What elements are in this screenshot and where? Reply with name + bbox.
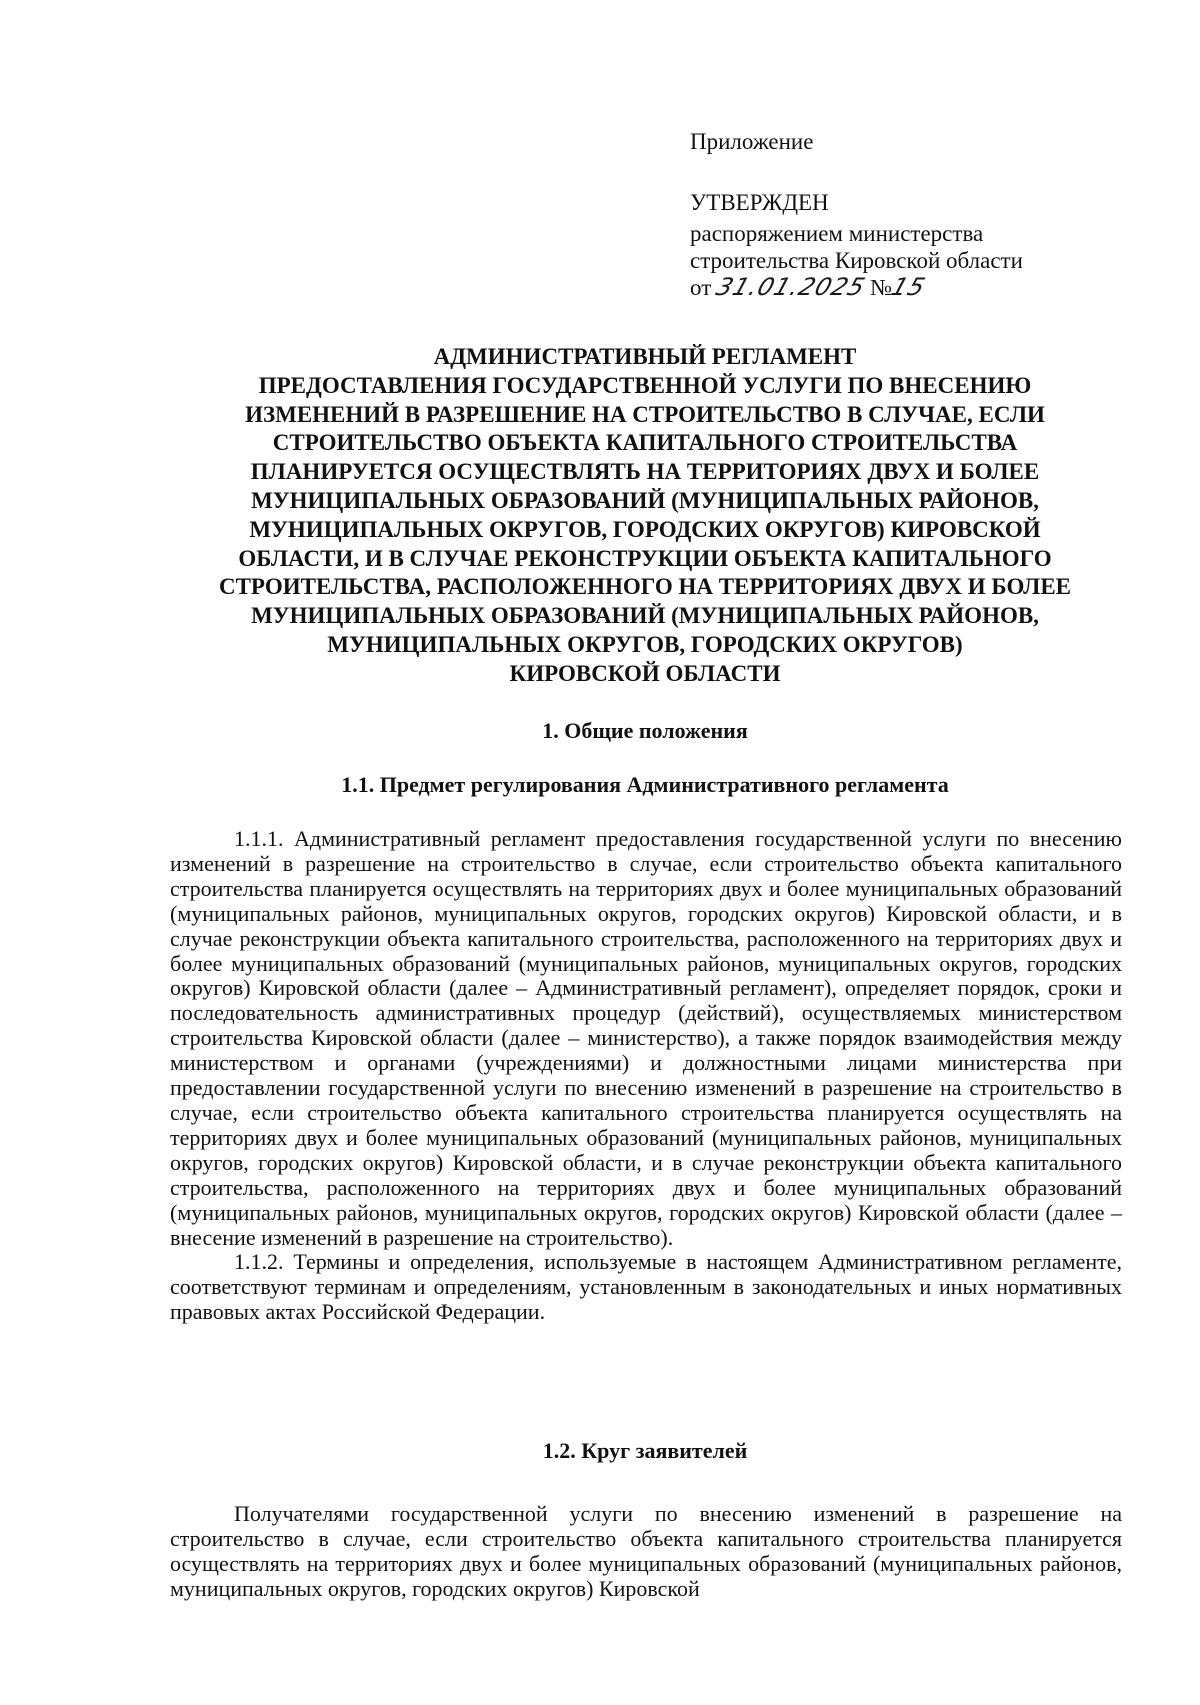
title-line: МУНИЦИПАЛЬНЫХ ОКРУГОВ, ГОРОДСКИХ ОКРУГОВ) [327,631,963,657]
number-prefix: № [870,275,893,300]
paragraph-1-1-2: 1.1.2. Термины и определения, используемые в настоящем Административном регламенте, соответствуют терминам и определениям, установленным в законодательных и иных нормативных правовых актах Российской Федерации. [170,1249,1122,1325]
handwritten-date: 31.01.2025 [712,273,870,301]
title-line: ПЛАНИРУЕТСЯ ОСУЩЕСТВЛЯТЬ НА ТЕРРИТОРИЯХ ДВУХ И БОЛЕЕ [250,459,1040,485]
section-1-2-body [170,1502,1122,1602]
approval-line-2: строительства Кировской области [690,248,1023,273]
paragraph-1-1-1: 1.1.1. Административный регламент предоставления государственной услуги по внесению изменений в разрешение на строительство в случае, если строительство объекта капитального строительства планируется осуществлять на территориях двух и более муниципальных образований (муниципальных районов, муниципальных округов, городских округов) Кировской области, и в случае реконструкции объекта капитального строительства, расположенного на территориях двух и более муниципальных образований (муниципальных районов, муниципальных округов, городских округов) Кировской области (далее – Административный регламент), определяет порядок, сроки и последовательность административных процедур (действий), осуществляемых министерством строительства Кировской области (далее – министерство), а также порядок взаимодействия между министерством и органами (учреждениями) и должностными лицами министерства при предоставлении государственной услуги по внесению изменений в разрешение на строительство в случае, если строительство объекта капитального строительства планируется осуществлять на территориях двух и более муниципальных образований (муниципальных районов, муниципальных округов, городских округов) Кировской области, и в случае реконструкции объекта капитального строительства, расположенного на территориях двух и более муниципальных образований (муниципальных районов, муниципальных округов, городских округов) Кировской области (далее – внесение изменений в разрешение на строительство). [170,826,1122,1250]
paragraph-1-2: Получателями государственной услуги по внесению изменений в разрешение на строительство в случае, если строительство объекта капитального строительства планируется осуществлять на территориях двух и более муниципальных образований (муниципальных районов, муниципальных округов, городских округов) Кировской [170,1501,1122,1601]
appendix-label: Приложение [690,129,814,154]
title-line: МУНИЦИПАЛЬНЫХ ОБРАЗОВАНИЙ (МУНИЦИПАЛЬНЫХ РАЙОНОВ, [251,487,1039,513]
title-line: МУНИЦИПАЛЬНЫХ ОКРУГОВ, ГОРОДСКИХ ОКРУГОВ) КИРОВСКОЙ [249,516,1041,542]
title-line: СТРОИТЕЛЬСТВА, РАСПОЛОЖЕННОГО НА ТЕРРИТОРИЯХ ДВУХ И БОЛЕЕ [218,574,1072,600]
approved-label: УТВЕРЖДЕН [690,190,829,215]
title-line: СТРОИТЕЛЬСТВО ОБЪЕКТА КАПИТАЛЬНОГО СТРОИТЕЛЬСТВА [272,430,1018,456]
title-line: МУНИЦИПАЛЬНЫХ ОБРАЗОВАНИЙ (МУНИЦИПАЛЬНЫХ РАЙОНОВ, [251,603,1039,629]
title-line: ИЗМЕНЕНИЙ В РАЗРЕШЕНИЕ НА СТРОИТЕЛЬСТВО В СЛУЧАЕ, ЕСЛИ [245,401,1045,427]
section-heading-subject: 1.1. Предмет регулирования Административного регламента [341,772,949,797]
section-heading-general: 1. Общие положения [542,718,748,743]
approval-date-line [690,274,1130,301]
title-line: ОБЛАСТИ, И В СЛУЧАЕ РЕКОНСТРУКЦИИ ОБЪЕКТА КАПИТАЛЬНОГО [238,545,1052,571]
approval-line-1: распоряжением министерства [690,221,984,246]
document-title [170,343,1120,689]
approval-block [690,128,1130,301]
section-1-1-body [170,827,1122,1325]
handwritten-number: 15 [887,273,930,301]
title-line: АДМИНИСТРАТИВНЫЙ РЕГЛАМЕНТ [433,344,857,369]
date-prefix: от [690,275,712,300]
title-line: ПРЕДОСТАВЛЕНИЯ ГОСУДАРСТВЕННОЙ УСЛУГИ ПО ВНЕСЕНИЮ [258,372,1032,398]
title-line: КИРОВСКОЙ ОБЛАСТИ [509,660,781,686]
section-heading-applicants: 1.2. Круг заявителей [542,1438,748,1463]
